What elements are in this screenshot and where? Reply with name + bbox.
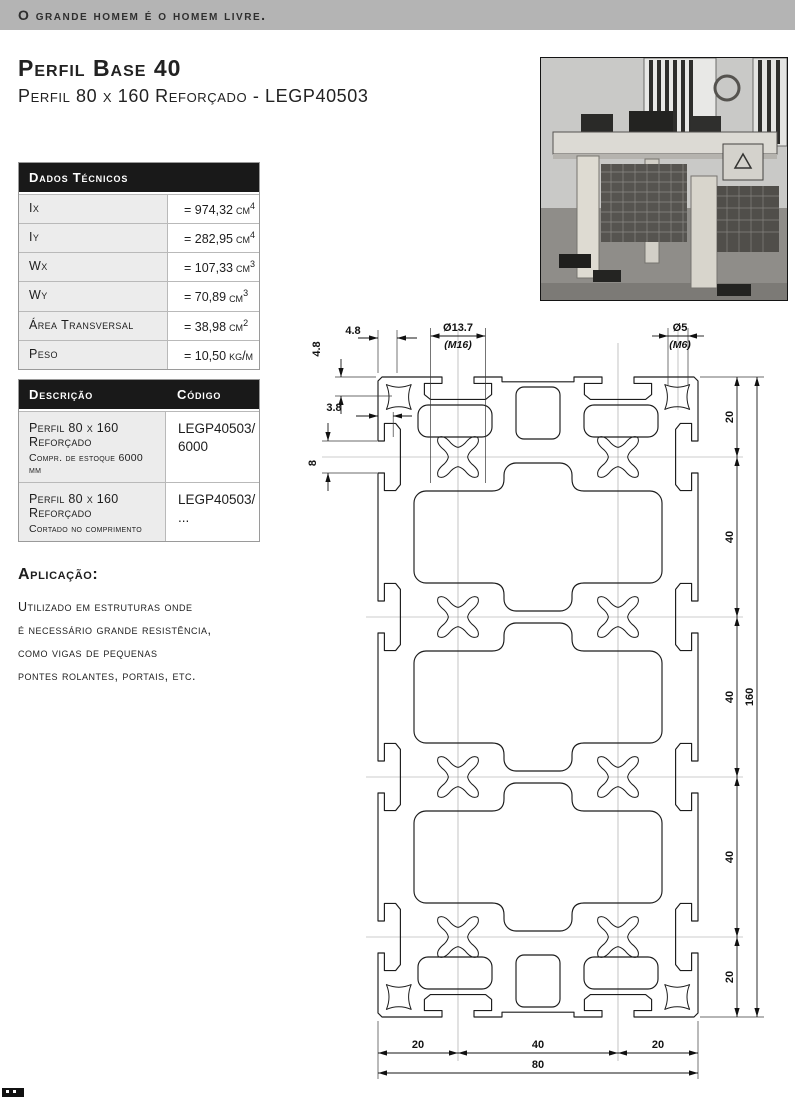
dim-bore-small: Ø5 xyxy=(672,322,688,334)
edge-cavity xyxy=(584,405,658,437)
dimension-labels xyxy=(307,322,756,1071)
dim-slot-lip: 3.8 xyxy=(326,402,342,414)
property-value: = 974,32 $cm^4$ xyxy=(168,195,259,223)
property-value: = 10,50 kg/m xyxy=(168,341,259,369)
dim-top-offset-v: 4.8 xyxy=(311,341,323,357)
table-row xyxy=(19,340,259,369)
property-label: Ix xyxy=(19,195,168,223)
core-cavity xyxy=(414,463,662,611)
dim-right-chain: 20 xyxy=(724,410,736,424)
application-heading: Aplicação: xyxy=(18,566,99,583)
description-code-header xyxy=(19,380,259,411)
table-row xyxy=(19,281,259,310)
description-column-header: Descrição xyxy=(29,387,94,402)
dim-right-chain: 40 xyxy=(724,690,736,704)
header-bar xyxy=(0,0,795,30)
dim-bottom-total: 80 xyxy=(531,1059,545,1071)
application-line: pontes rolantes, portais, etc. xyxy=(18,669,197,683)
dim-bottom-chain: 20 xyxy=(411,1039,425,1051)
property-value: = 70,89 $cm^3$ xyxy=(168,282,259,310)
table-row xyxy=(19,482,259,541)
edge-cavity xyxy=(516,955,560,1007)
item-description: Perfil 80 x 160 Reforçado Cortado no comprimento xyxy=(19,483,166,541)
property-label: Wx xyxy=(19,253,168,281)
dim-thread-large: (M16) xyxy=(444,339,472,351)
footer-logo xyxy=(2,1088,24,1097)
table-row xyxy=(19,311,259,340)
page-title: Perfil Base 40 xyxy=(18,55,182,81)
page-subtitle: Perfil 80 x 160 Reforçado - LEGP40503 xyxy=(18,86,369,106)
property-value: = 107,33 $cm^3$ xyxy=(168,253,259,281)
technical-data-table xyxy=(18,162,260,370)
core-cavity xyxy=(414,623,662,771)
dim-thread-small: (M6) xyxy=(669,339,691,351)
property-label: Wy xyxy=(19,282,168,310)
outer-contour xyxy=(378,377,698,1017)
edge-cavity xyxy=(584,957,658,989)
product-photo-image xyxy=(541,58,787,300)
profile-outline xyxy=(378,377,698,1017)
application-line: como vigas de pequenas xyxy=(18,646,158,660)
technical-data-header xyxy=(19,163,259,194)
dim-top-offset-h: 4.8 xyxy=(345,325,361,337)
property-value: = 282,95 $cm^4$ xyxy=(168,224,259,252)
screw-channel-m6 xyxy=(665,985,690,1010)
dim-right-total: 160 xyxy=(744,687,756,707)
application-line: Utilizado em estruturas onde xyxy=(18,600,193,614)
application-line: é necessário grande resistência, xyxy=(18,623,212,637)
edge-cavity xyxy=(418,957,492,989)
core-cavity xyxy=(414,783,662,931)
screw-channel-m6 xyxy=(386,385,411,410)
table-row xyxy=(19,252,259,281)
item-code: LEGP40503/ 6000 xyxy=(166,412,259,482)
profile-cross-section-drawing xyxy=(300,315,795,1097)
dim-bottom-chain: 20 xyxy=(651,1039,665,1051)
item-code: LEGP40503/ ... xyxy=(166,483,259,541)
dim-right-chain: 40 xyxy=(724,850,736,864)
dim-right-chain: 20 xyxy=(724,970,736,984)
edge-cavity xyxy=(418,405,492,437)
dim-right-chain: 40 xyxy=(724,530,736,544)
description-code-table xyxy=(18,379,260,542)
edge-cavity xyxy=(516,387,560,439)
product-photo xyxy=(540,57,788,301)
dim-bore-large: Ø13.7 xyxy=(443,322,473,334)
code-column-header: Código xyxy=(177,387,222,402)
property-label: Peso xyxy=(19,341,168,369)
technical-data-header-label: Dados Técnicos xyxy=(29,170,129,185)
item-description: Perfil 80 x 160 Reforçado Compr. de estoque 6000 mm xyxy=(19,412,166,482)
property-value: = 38,98 $cm^2$ xyxy=(168,312,259,340)
dimension-lines xyxy=(328,336,757,1073)
table-row xyxy=(19,411,259,482)
screw-channel-m6 xyxy=(665,385,690,410)
screw-channel-m6 xyxy=(386,985,411,1010)
dim-bottom-chain: 40 xyxy=(531,1039,545,1051)
dim-slot-opening: 8 xyxy=(307,459,319,467)
table-row xyxy=(19,223,259,252)
header-motto: O grande homem é o homem livre. xyxy=(18,7,267,23)
property-label: Iy xyxy=(19,224,168,252)
table-row xyxy=(19,194,259,223)
application-section xyxy=(18,566,278,692)
property-label: Área Transversal xyxy=(19,312,168,340)
